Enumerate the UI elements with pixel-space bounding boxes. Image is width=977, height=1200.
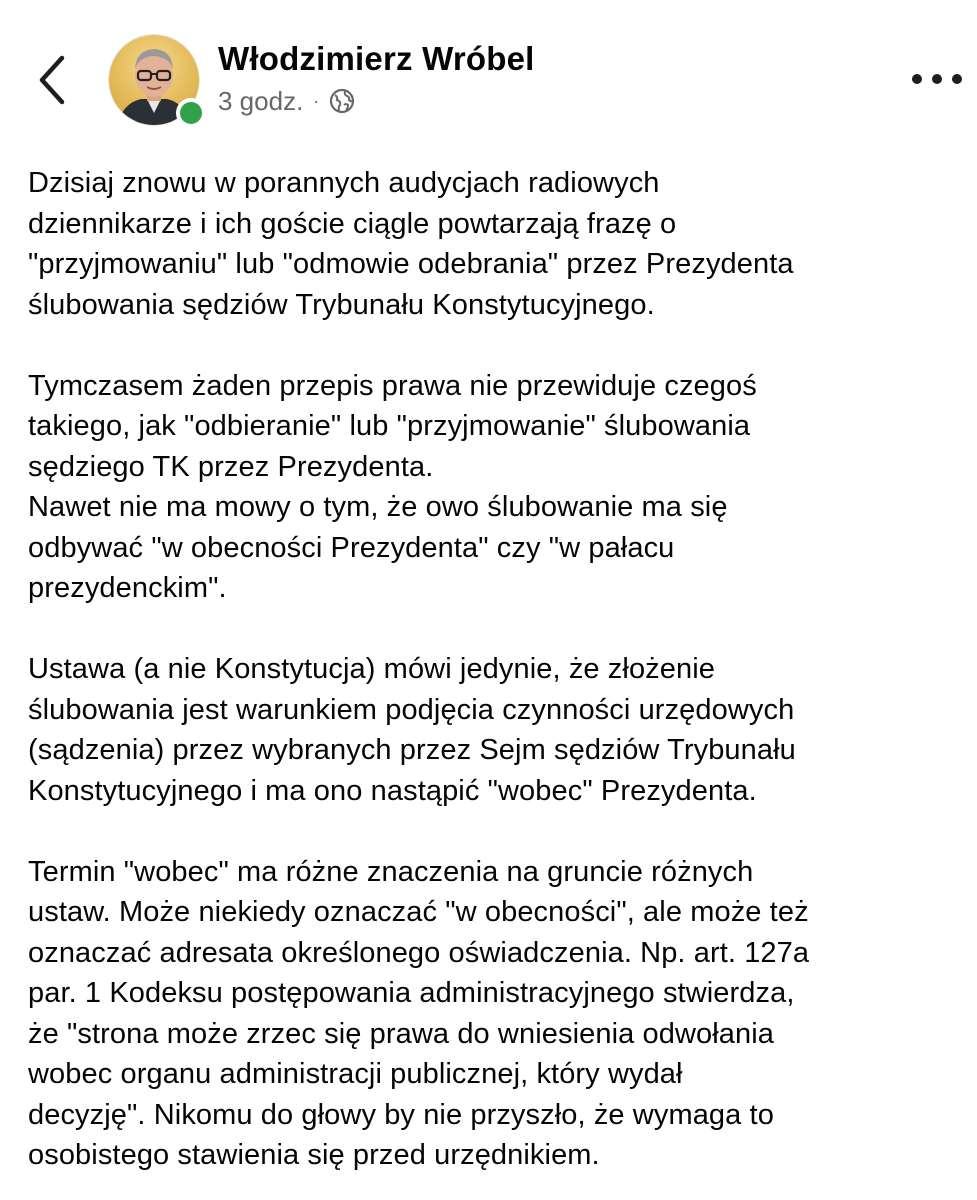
post-line: ślubowania jest warunkiem podjęcia czynności urzędowych — [28, 693, 795, 726]
post-paragraph — [28, 366, 958, 609]
post-line: ślubowania sędziów Trybunału Konstytucyjnego. — [28, 288, 655, 321]
post-line: oznaczać adresata określonego oświadczenia. Np. art. 127a — [28, 936, 810, 969]
post-line: decyzję". Nikomu do głowy by nie przyszło, że wymaga to — [28, 1098, 774, 1131]
author-name[interactable]: Włodzimierz Wróbel — [218, 40, 535, 77]
back-button[interactable] — [30, 52, 78, 108]
post-timestamp[interactable]: 3 godz. — [218, 85, 304, 116]
post-line: odbywać "w obecności Prezydenta" czy "w pałacu — [28, 531, 675, 564]
meta-separator: · — [313, 90, 320, 111]
post-line: Ustawa (a nie Konstytucja) mówi jedynie, że złożenie — [28, 653, 716, 685]
post-line: sędziego TK przez Prezydenta. — [28, 450, 434, 483]
post-meta — [218, 86, 355, 116]
post-line: takiego, jak "odbieranie" lub "przyjmowanie" ślubowania — [28, 410, 751, 442]
post-line: wobec organu administracji publicznej, który wydał — [28, 1058, 683, 1090]
post-line: par. 1 Kodeksu postępowania administracyjnego stwierdza, — [28, 977, 795, 1009]
more-options-button[interactable] — [912, 64, 962, 94]
post-line: "przyjmowaniu" lub "odmowie odebrania" przez Prezydenta — [28, 248, 794, 280]
online-status-indicator — [176, 98, 206, 128]
globe-icon[interactable] — [329, 88, 355, 114]
post-line: Nawet nie ma mowy o tym, że owo ślubowanie ma się — [28, 491, 728, 523]
author-avatar[interactable] — [108, 34, 200, 126]
post-line: (sądzenia) przez wybranych przez Sejm sędziów Trybunału — [28, 734, 796, 766]
post-paragraph — [28, 649, 958, 811]
post-text — [28, 163, 958, 1176]
chevron-left-icon — [30, 52, 78, 108]
post-line: Dzisiaj znowu w porannych audycjach radiowych — [28, 167, 660, 199]
post-line: Tymczasem żaden przepis prawa nie przewiduje czegoś — [28, 369, 757, 402]
post-line: ustaw. Może niekiedy oznaczać "w obecności", ale może też — [28, 896, 809, 928]
post-paragraph — [28, 852, 958, 1176]
more-dots-icon — [932, 74, 942, 84]
more-dots-icon — [952, 74, 962, 84]
post-paragraph — [28, 163, 958, 325]
more-dots-icon — [912, 74, 922, 84]
post-header — [0, 0, 977, 150]
post-line: osobistego stawienia się przed urzędnikiem. — [28, 1139, 600, 1171]
post-line: dziennikarze i ich goście ciągle powtarzają frazę o — [28, 207, 677, 240]
post-line: prezydenckim". — [28, 572, 227, 604]
post-line: Konstytucyjnego i ma ono nastąpić "wobec" Prezydenta. — [28, 774, 757, 807]
post-line: że "strona może zrzec się prawa do wniesienia odwołania — [28, 1017, 775, 1050]
post-line: Termin "wobec" ma różne znaczenia na gruncie różnych — [28, 855, 754, 888]
